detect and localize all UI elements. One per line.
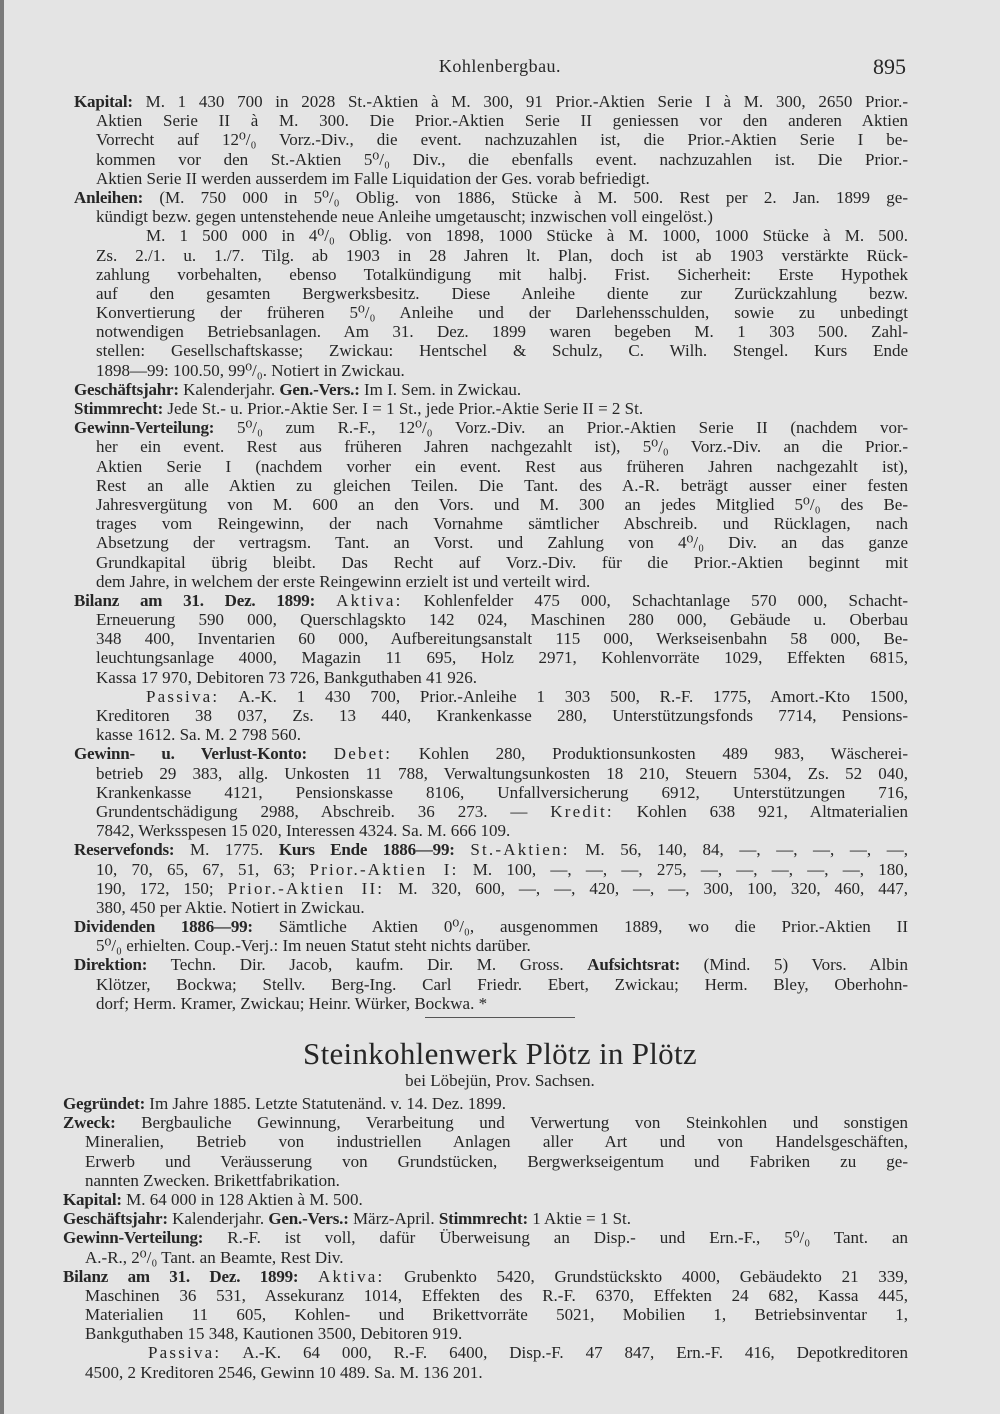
entry-text: Jahresvergütung von M. 600 an den Vors. und M. 300 an jedes Mitglied 5⁰/₀ des Be- <box>96 494 908 514</box>
text-line <box>63 1286 908 1305</box>
entry-text: trages vom Reingewinn, der nach Vornahme sämtlicher Abschreib. und Rücklagen, nach <box>96 514 908 534</box>
entry <box>63 1209 908 1228</box>
text-line <box>74 553 908 572</box>
entry-text: Techn. Dir. Jacob, kaufm. Dir. M. Gross. <box>170 955 564 975</box>
text-line <box>74 361 908 380</box>
text-line <box>74 879 908 898</box>
section-previous-company <box>74 92 908 1013</box>
entry-text: Sämtliche Aktien 0⁰/₀, ausgenommen 1889, wo die Prior.-Aktien II <box>278 917 908 937</box>
entry-label: Gewinn-Verteilung: <box>74 418 215 438</box>
entry-label: Gewinn-Verteilung: <box>63 1228 204 1248</box>
text-line <box>74 322 908 341</box>
entry-label: Dividenden 1886—99: <box>74 917 253 937</box>
text-line <box>74 975 908 994</box>
entry <box>63 1190 908 1209</box>
entry-text: (Mind. 5) Vors. Albin <box>703 955 908 975</box>
text-line <box>74 226 908 245</box>
entry <box>74 92 908 188</box>
entry <box>74 418 908 591</box>
entry-text: Rest an alle Aktien zu gleichen Teilen. Die Tant. des A.-R. beträgt ausser einer festen <box>96 475 908 495</box>
entry-label: Bilanz am 31. Dez. 1899: <box>63 1266 299 1286</box>
entry-text: Bergbauliche Gewinnung, Verarbeitung und Verwertung von Steinkohlen und sonstigen <box>141 1113 908 1133</box>
entry-text: leuchtungsanlage 4000, Magazin 11 695, Holz 2971, Kohlenvorräte 1029, Effekten 6815, <box>96 648 908 668</box>
entry-text: 10, 70, 65, 67, 51, 63; <box>96 859 296 879</box>
entry-text: 190, 172, 150; <box>96 878 214 898</box>
entry-text: M. 64 000 in 128 Aktien à M. 500. <box>126 1189 363 1209</box>
text-line <box>74 898 908 917</box>
entry-label: Kapital: <box>63 1189 122 1209</box>
entry-label: Kapital: <box>74 92 133 111</box>
entry-label: Bilanz am 31. Dez. 1899: <box>74 590 316 610</box>
entry-text: dem Jahre, in welchem der erste Reingewinn erzielt ist und verteilt wird. <box>96 571 591 591</box>
entry-text: A.-K. 1 430 700, Prior.-Anleihe 1 303 500, R.-F. 1775, Amort.-Kto 1500, <box>238 686 908 706</box>
entry-text: (M. 750 000 in 5⁰/₀ Oblig. von 1886, Stücke à M. 500. Rest per 2. Jan. 1899 ge- <box>159 187 908 207</box>
text-line <box>74 476 908 495</box>
entry-label: Direktion: <box>74 955 148 975</box>
entry-label: Geschäftsjahr: <box>74 379 179 399</box>
company-title: Steinkohlenwerk Plötz in Plötz <box>303 1036 697 1071</box>
text-line <box>74 284 908 303</box>
entry-label: Geschäftsjahr: <box>63 1209 168 1229</box>
entry-text: A.-K. 64 000, R.-F. 6400, Disp.-F. 47 847, Ern.-F. 416, Depotkreditoren <box>242 1343 908 1363</box>
entry-text: Kohlenfelder 475 000, Schachtanlage 570 000, Schacht- <box>423 590 908 610</box>
entry-text: Kohlen 280, Produktionsunkosten 489 983, Wäscherei- <box>418 744 908 764</box>
text-line <box>74 936 908 955</box>
text-line <box>74 437 908 456</box>
entry-label: Anleihen: <box>74 187 144 207</box>
text-line <box>63 1305 908 1324</box>
entry-text: Krankenkasse 4121, Pensionskasse 8106, Unfallversicherung 6912, Unterstützungen 716, <box>96 782 908 802</box>
page-number: 895 <box>873 54 906 79</box>
text-line <box>63 1190 908 1209</box>
entry-text: R.-F. ist voll, dafür Überweisung an Disp.- und Ern.-F., 5⁰/₀ Tant. an <box>227 1228 908 1248</box>
text-line <box>63 1267 908 1286</box>
entry-text: Zs. 2./1. u. 1./7. Tilg. ab 1903 in 28 Jahren lt. Plan, doch ist ab 1903 verstärkte Rück- <box>96 245 908 265</box>
entry-label: Kurs Ende 1886—99: <box>278 840 455 860</box>
entry-text: Vorrecht auf 12⁰/₀ Vorz.-Div., die event. nachzuzahlen ist, die Prior.-Aktien Serie I be- <box>96 130 908 150</box>
entry-label: Gen.-Vers.: <box>268 1209 349 1229</box>
text-line <box>63 1152 908 1171</box>
entry-text: her ein event. Rest aus früheren Jahren nachgezahlt ist), 5⁰/₀ Vorz.-Div. an die Prior.- <box>96 437 908 457</box>
entry-text: M. 1 430 700 in 2028 St.-Aktien à M. 300, 91 Prior.-Aktien Serie I à M. 300, 2650 Prior.- <box>145 92 908 111</box>
entry-label: Aufsichtsrat: <box>587 955 681 975</box>
text-line <box>74 764 908 783</box>
entry-text: Grubenkto 5420, Grundstückskto 4000, Gebäudekto 21 339, <box>404 1266 908 1286</box>
entry <box>74 380 908 399</box>
entry-text: notwendigen Betriebsanlagen. Am 31. Dez. 1899 waren begeben M. 1 303 500. Zahl- <box>96 322 908 342</box>
spaced-label: Passiva: <box>146 686 220 706</box>
text-line <box>63 1248 908 1267</box>
text-line <box>74 687 908 706</box>
text-line <box>63 1094 908 1113</box>
entry-text: Kalenderjahr. <box>183 379 276 399</box>
entry-text: 348 400, Inventarien 60 000, Aufbereitungsanstalt 115 000, Werkseisenbahn 58 000, Be- <box>96 629 908 649</box>
text-line <box>74 955 908 974</box>
entry-text: M. 56, 140, 84, —, —, —, —, —, <box>585 840 908 860</box>
text-line <box>74 169 908 188</box>
entry <box>74 591 908 745</box>
text-line <box>74 744 908 763</box>
entry-label: Reservefonds: <box>74 840 175 860</box>
entry-text: Kreditoren 38 037, Zs. 13 440, Krankenkasse 280, Unterstützungsfonds 7714, Pensions- <box>96 706 908 725</box>
text-line <box>74 246 908 265</box>
text-line <box>74 341 908 360</box>
entry-text: Kohlen 638 921, Altmaterialien <box>636 801 908 821</box>
entry-text: Klötzer, Bockwa; Stellv. Berg-Ing. Carl Friedr. Ebert, Zwickau; Herm. Bley, Oberhohn- <box>96 974 908 994</box>
entry-label: Gewinn- u. Verlust-Konto: <box>74 744 308 764</box>
text-line <box>74 92 908 111</box>
text-line <box>63 1113 908 1132</box>
entry-label: Stimmrecht: <box>438 1209 528 1229</box>
text-line <box>63 1171 908 1190</box>
entry <box>63 1094 908 1113</box>
entry <box>74 188 908 380</box>
text-line <box>74 648 908 667</box>
text-line <box>74 802 908 821</box>
section-divider <box>425 1017 575 1018</box>
section-steinkohlenwerk-ploetz <box>63 1094 908 1382</box>
entry-text: Erneuerung 590 000, Querschlagskto 142 024, Maschinen 280 000, Gebäude u. Oberbau <box>96 610 908 630</box>
entry-text: Absetzung der vertragsm. Tant. an Vorst. und Zahlung von 4⁰/₀ Div. an das ganze <box>96 533 908 553</box>
text-line <box>74 668 908 687</box>
text-line <box>74 514 908 533</box>
entry-text: zahlung vorbehalten, ebenso Totalkündigung mit halbj. Frist. Sicherheit: Erste Hypothek <box>96 264 908 284</box>
entry-text: Grundentschädigung 2988, Abschreib. 36 273. — <box>96 801 528 821</box>
text-line <box>74 840 908 859</box>
text-line <box>74 130 908 149</box>
entry-text: Erwerb und Veräusserung von Grundstücken, Bergwerkseigentum und Fabriken zu ge- <box>85 1151 908 1171</box>
entry-text: kündigt bezw. gegen untenstehende neue Anleihe umgetauscht; inzwischen voll eingelöst.) <box>96 207 713 227</box>
scan-edge <box>0 0 4 1414</box>
entry-text: dorf; Herm. Kramer, Zwickau; Heinr. Würker, Bockwa. * <box>96 993 488 1013</box>
company-location: bei Löbejün, Prov. Sachsen. <box>405 1071 595 1090</box>
text-line <box>63 1324 908 1343</box>
entry-text: stellen: Gesellschaftskasse; Zwickau: Hentschel & Schulz, C. Wilh. Stengel. Kurs Ende <box>96 341 908 361</box>
entry-text: Aktien Serie II à M. 300. Die Prior.-Aktien Serie II geniessen vor den anderen Aktien <box>96 111 908 131</box>
entry-label: Gen.-Vers.: <box>279 379 360 399</box>
spaced-label: Passiva: <box>148 1343 222 1363</box>
text-line <box>74 150 908 169</box>
text-line <box>74 706 908 725</box>
entry-text: Konvertierung der früheren 5⁰/₀ Anleihe und der Darlehensschulden, sowie zu unbedingt <box>96 303 908 323</box>
entry-text: 1 Aktie = 1 St. <box>532 1209 632 1229</box>
spaced-label: Debet: <box>333 744 393 764</box>
entry-text: Bankguthaben 15 348, Kautionen 3500, Debitoren 919. <box>85 1324 463 1344</box>
entry <box>63 1113 908 1190</box>
entry-text: auf den gesamten Bergwerksbesitz. Diese Anleihe diente zur Zurückzahlung bezw. <box>96 283 908 303</box>
text-line <box>74 533 908 552</box>
entry <box>63 1267 908 1382</box>
entry-text: nannten Zwecken. Brikettfabrikation. <box>85 1170 340 1190</box>
entry-text: Aktien Serie I (nachdem vorher ein event. Rest aus früheren Jahren nachgezahlt ist), <box>96 456 908 476</box>
entry-text: M. 100, —, —, —, 275, —, —, —, —, —, 180, <box>472 859 908 879</box>
running-title: Kohlenbergbau. <box>438 56 562 76</box>
entry-text: 5⁰/₀ erhielten. Coup.-Verj.: Im neuen Statut steht nichts darüber. <box>96 936 531 956</box>
entry-text: 4500, 2 Kreditoren 2546, Gewinn 10 489. Sa. M. 136 201. <box>85 1362 483 1382</box>
entry-text: 1898—99: 100.50, 99⁰/₀. Notiert in Zwickau. <box>96 360 405 380</box>
entry <box>74 840 908 917</box>
spaced-label: St.-Aktien: <box>470 840 570 860</box>
text-line <box>63 1132 908 1151</box>
entry-text: Kassa 17 970, Debitoren 73 726, Bankguthaben 41 926. <box>96 667 478 687</box>
entry-label: Gegründet: <box>63 1094 146 1113</box>
text-line <box>74 917 908 936</box>
spaced-label: Kredit: <box>550 801 614 821</box>
text-line <box>74 591 908 610</box>
text-line <box>74 994 908 1013</box>
text-line <box>74 629 908 648</box>
entry-text: M. 1 500 000 in 4⁰/₀ Oblig. von 1898, 1000 Stücke à M. 1000, 1000 Stücke à M. 500. <box>146 226 908 246</box>
entry <box>74 744 908 840</box>
text-line <box>63 1363 908 1382</box>
entry-text: 380, 450 per Aktie. Notiert in Zwickau. <box>96 897 365 917</box>
entry <box>74 955 908 1013</box>
entry-text: A.-R., 2⁰/₀ Tant. an Beamte, Rest Div. <box>85 1247 344 1267</box>
entry-text: Materialien 11 605, Kohlen- und Brikettvorräte 5021, Mobilien 1, Betriebsinventar 1, <box>85 1305 908 1325</box>
spaced-label: Aktiva: <box>336 590 403 610</box>
entry-text: Im Jahre 1885. Letzte Statutenänd. v. 14. Dez. 1899. <box>149 1094 507 1113</box>
text-line <box>74 495 908 514</box>
spaced-label: Prior.-Aktien II: <box>227 878 385 898</box>
text-line <box>74 303 908 322</box>
entry-text: Kalenderjahr. <box>172 1209 265 1229</box>
text-line <box>74 821 908 840</box>
text-line <box>74 188 908 207</box>
entry-text: Maschinen 36 531, Assekuranz 1014, Effekten des R.-F. 6370, Effekten 24 682, Kassa 445, <box>85 1285 908 1305</box>
entry-text: Mineralien, Betrieb von industriellen Anlagen aller Art und von Handelsgeschäften, <box>85 1132 908 1152</box>
entry-text: Aktien Serie II werden ausserdem im Falle Liquidation der Ges. vorab befriedigt. <box>96 168 650 188</box>
entry-text: Jede St.- u. Prior.-Aktie Ser. I = 1 St., jede Prior.-Aktie Serie II = 2 St. <box>167 399 644 418</box>
entry <box>63 1228 908 1266</box>
text-line <box>74 572 908 591</box>
entry-text: kasse 1612. Sa. M. 2 798 560. <box>96 725 301 745</box>
entry-text: M. 320, 600, —, —, 420, —, —, 300, 100, 320, 460, 447, <box>398 878 908 898</box>
entry <box>74 399 908 418</box>
text-line <box>74 860 908 879</box>
entry-text: März-April. <box>352 1209 435 1229</box>
entry-text: 7842, Werksspesen 15 020, Interessen 4324. Sa. M. 666 109. <box>96 821 511 841</box>
entry-label: Stimmrecht: <box>74 399 164 418</box>
text-line <box>74 610 908 629</box>
text-line <box>74 783 908 802</box>
spaced-label: Aktiva: <box>318 1266 385 1286</box>
text-line <box>63 1228 908 1247</box>
text-line <box>74 418 908 437</box>
text-line <box>74 457 908 476</box>
text-line <box>63 1209 908 1228</box>
running-header <box>0 56 1000 80</box>
text-line <box>74 399 908 418</box>
text-line <box>74 265 908 284</box>
text-line <box>74 725 908 744</box>
entry-text: 5⁰/₀ zum R.-F., 12⁰/₀ Vorz.-Div. an Prior.-Aktien Serie II (nachdem vor- <box>236 418 908 438</box>
text-line <box>74 380 908 399</box>
entry-label: Zweck: <box>63 1113 116 1133</box>
entry <box>74 917 908 955</box>
entry-text: kommen vor den St.-Aktien 5⁰/₀ Div., die ebenfalls event. nachzuzahlen ist. Die Prior.- <box>96 149 908 169</box>
text-line <box>74 207 908 226</box>
text-line <box>74 111 908 130</box>
entry-text: Grundkapital übrig bleibt. Das Recht auf Vorz.-Div. für die Prior.-Aktien beginnt mit <box>96 552 908 572</box>
entry-text: M. 1775. <box>189 840 264 860</box>
spaced-label: Prior.-Aktien I: <box>309 859 459 879</box>
entry-text: Im I. Sem. in Zwickau. <box>363 379 522 399</box>
text-line <box>63 1343 908 1362</box>
entry-text: betrieb 29 383, allg. Unkosten 11 788, Verwaltungsunkosten 18 210, Steuern 5304, Zs. 52 040, <box>96 763 908 783</box>
